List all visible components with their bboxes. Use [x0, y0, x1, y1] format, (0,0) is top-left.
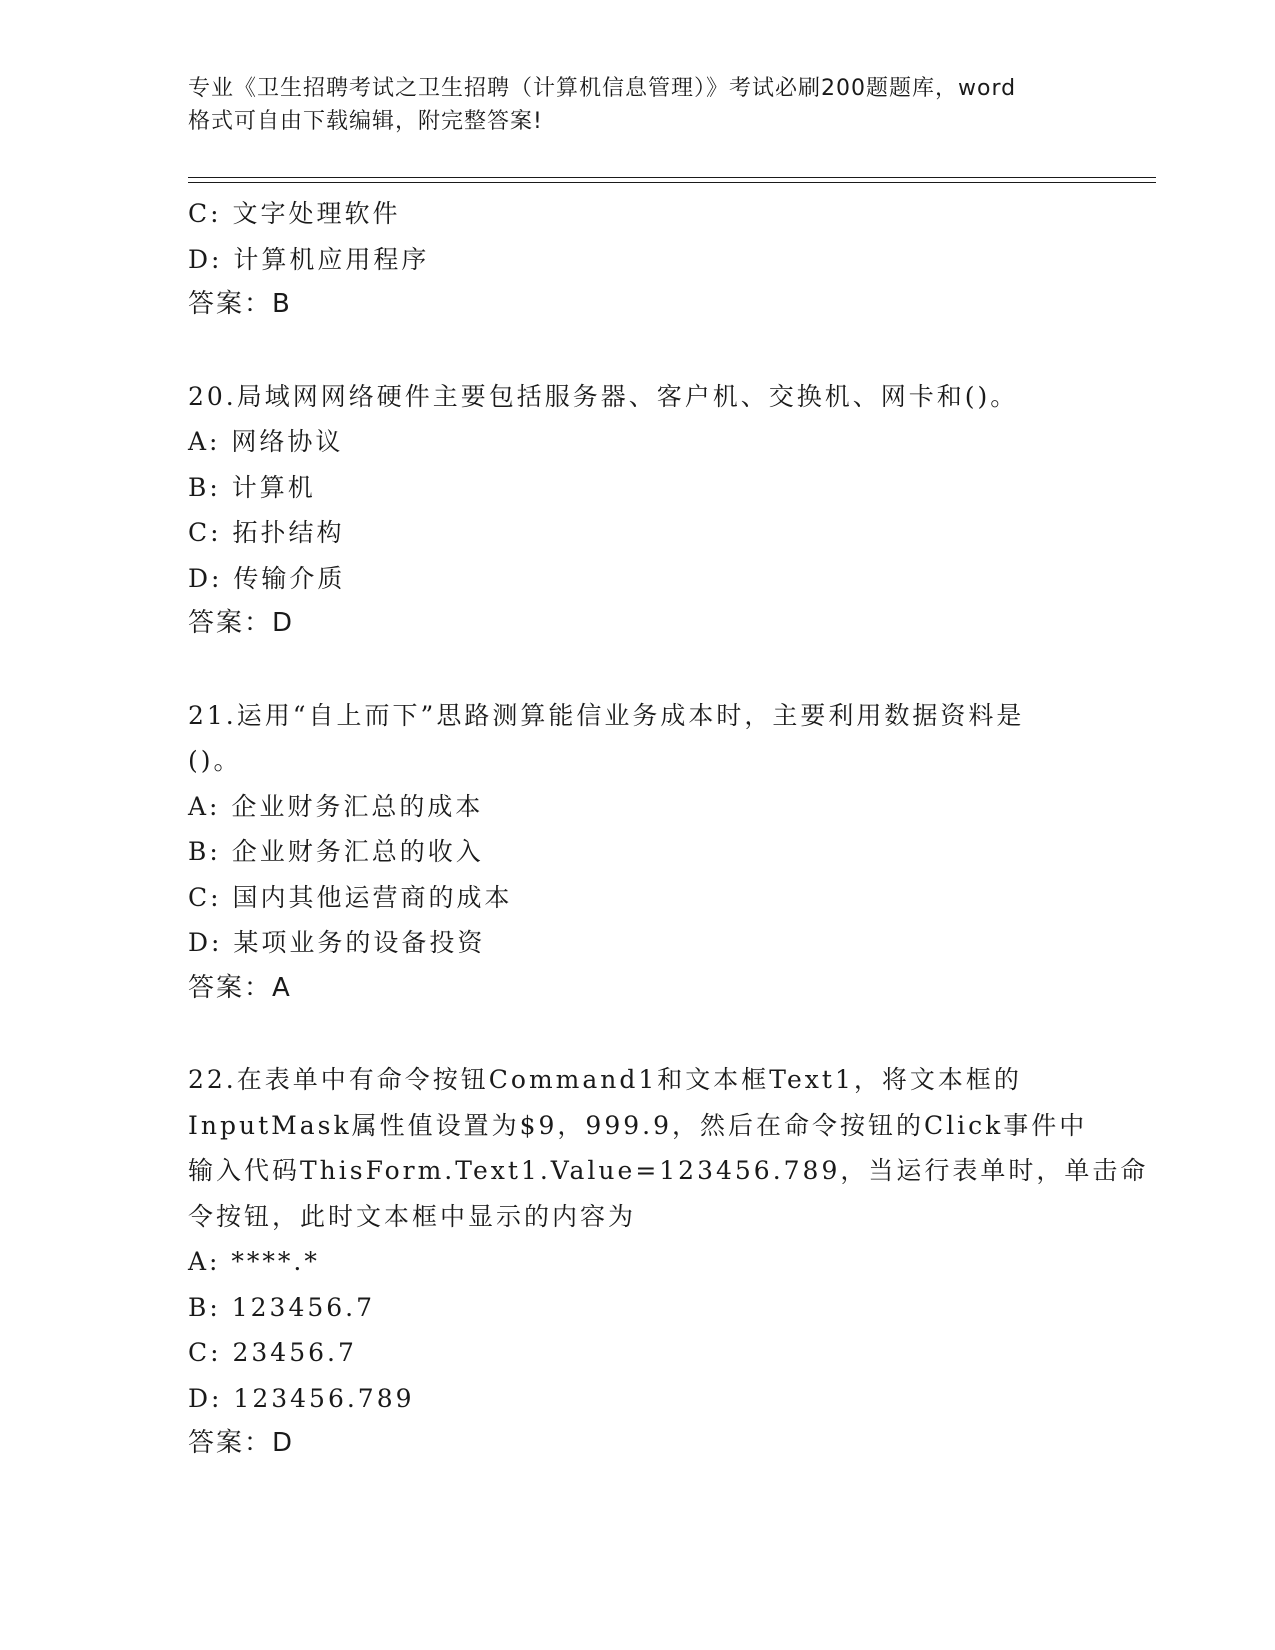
question-21	[188, 693, 1088, 1012]
option-c: C: 拓扑结构	[188, 518, 345, 547]
question-stem-line-1: 21.运用“自上而下”思路测算能信业务成本时，主要利用数据资料是	[188, 700, 1025, 730]
question-stem-line-3: 输入代码ThisForm.Text1.Value=123456.789，当运行表单时，单击命	[188, 1156, 1149, 1185]
option-d: D: 某项业务的设备投资	[188, 928, 486, 957]
option-d: D: 123456.789	[188, 1383, 415, 1413]
option-b: B: 计算机	[188, 472, 316, 502]
option-d: D: 传输介质	[188, 563, 346, 593]
question-stem: 20.局域网网络硬件主要包括服务器、客户机、交换机、网卡和()。	[188, 381, 1019, 411]
answer-label: 答案：A	[188, 972, 292, 1003]
option-a: A: ****.*	[188, 1247, 320, 1276]
answer-label: 答案：D	[188, 608, 295, 638]
option-c: C: 23456.7	[188, 1338, 357, 1367]
question-stem-line-4: 令按钮，此时文本框中显示的内容为	[188, 1201, 637, 1231]
option-d: D: 计算机应用程序	[188, 244, 430, 274]
spacer	[188, 647, 1088, 693]
question-stem-line-2: ()。	[188, 746, 242, 775]
question-20	[188, 374, 1088, 647]
option-a: A: 网络协议	[188, 427, 344, 456]
header-title-line-1: 专业《卫生招聘考试之卫生招聘（计算机信息管理）》考试必刷200题题库，word	[188, 76, 1017, 101]
question-22	[188, 1057, 1149, 1467]
header-divider-top	[188, 177, 1156, 178]
option-c: C: 国内其他运营商的成本	[188, 882, 513, 912]
previous-question-tail	[188, 191, 1088, 328]
answer-label: 答案：D	[188, 1428, 295, 1458]
question-content	[188, 191, 1149, 1467]
spacer	[188, 328, 1088, 374]
option-b: B: 123456.7	[188, 1292, 376, 1322]
option-c: C: 文字处理软件	[188, 199, 401, 228]
spacer	[188, 1011, 1088, 1057]
document-header	[188, 72, 1088, 138]
question-stem-line-1: 22.在表单中有命令按钮Command1和文本框Text1，将文本框的	[188, 1065, 1022, 1094]
question-stem-line-2: InputMask属性值设置为$9，999.9，然后在命令按钮的Click事件中	[188, 1110, 1088, 1140]
option-a: A: 企业财务汇总的成本	[188, 791, 484, 821]
header-title-line-2: 格式可自由下载编辑，附完整答案!	[188, 109, 543, 134]
answer-label: 答案：B	[188, 289, 292, 319]
option-b: B: 企业财务汇总的收入	[188, 837, 484, 866]
header-divider-bottom	[188, 182, 1156, 183]
